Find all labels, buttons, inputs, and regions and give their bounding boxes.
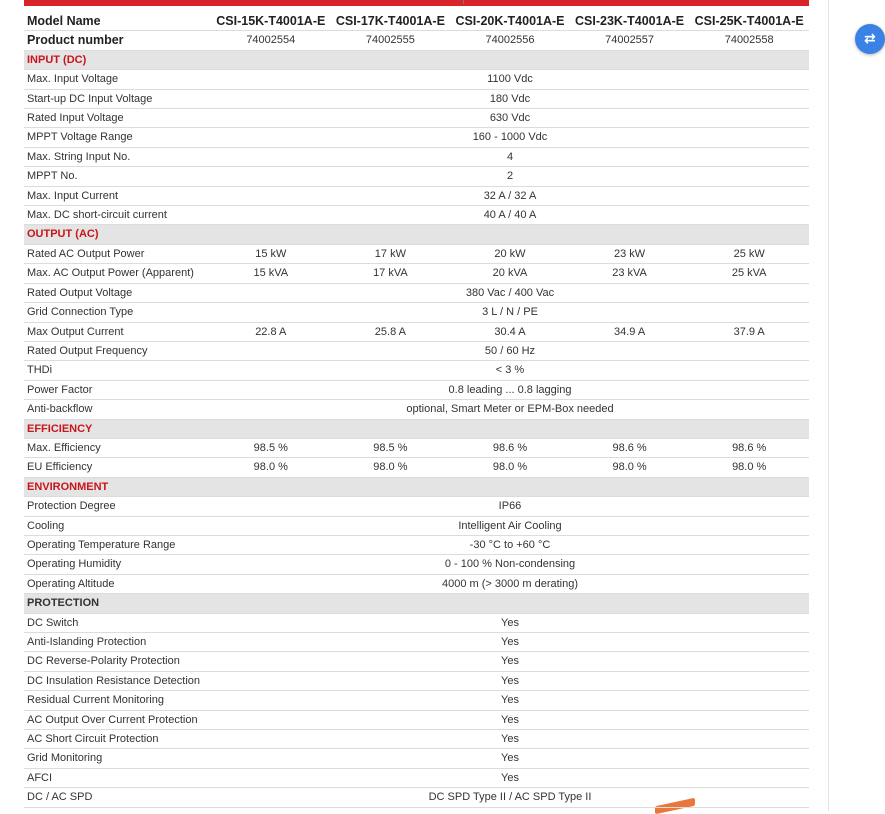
spec-value: 98.6 %	[689, 438, 809, 457]
section-title: PROTECTION	[24, 594, 809, 613]
scroll-marker	[463, 0, 464, 4]
spec-value: 17 kW	[331, 244, 451, 263]
table-row	[24, 167, 809, 186]
table-row	[24, 788, 809, 807]
spec-value: 25 kVA	[689, 264, 809, 283]
spec-label: Rated Input Voltage	[24, 109, 211, 128]
table-row	[24, 652, 809, 671]
spec-value-shared: Yes	[211, 652, 809, 671]
product-number-value: 74002558	[689, 31, 809, 50]
table-row	[24, 497, 809, 516]
model-column-header: CSI-20K-T4001A-E	[450, 12, 570, 31]
spec-label: Operating Temperature Range	[24, 535, 211, 554]
spec-value: 34.9 A	[570, 322, 690, 341]
spec-table	[24, 12, 809, 808]
table-row	[24, 613, 809, 632]
spec-value-shared: Yes	[211, 633, 809, 652]
table-top-accent-bar	[24, 0, 809, 6]
spec-value: 22.8 A	[211, 322, 331, 341]
section-header-row	[24, 50, 809, 69]
spec-label: Anti-Islanding Protection	[24, 633, 211, 652]
spec-value-shared: 0.8 leading ... 0.8 lagging	[211, 380, 809, 399]
spec-value: 20 kVA	[450, 264, 570, 283]
model-column-header: CSI-17K-T4001A-E	[331, 12, 451, 31]
product-number-value: 74002556	[450, 31, 570, 50]
table-row	[24, 89, 809, 108]
spec-value: 17 kVA	[331, 264, 451, 283]
spec-value: 98.5 %	[331, 438, 451, 457]
table-row	[24, 516, 809, 535]
model-column-header: CSI-23K-T4001A-E	[570, 12, 690, 31]
spec-value: 98.0 %	[689, 458, 809, 477]
section-title: ENVIRONMENT	[24, 477, 809, 496]
spec-label: Residual Current Monitoring	[24, 691, 211, 710]
section-title: EFFICIENCY	[24, 419, 809, 438]
model-header-row	[24, 12, 809, 31]
spec-value-shared: 630 Vdc	[211, 109, 809, 128]
spec-value-shared: 380 Vac / 400 Vac	[211, 283, 809, 302]
spec-label: MPPT No.	[24, 167, 211, 186]
table-row	[24, 671, 809, 690]
spec-label: Max. String Input No.	[24, 147, 211, 166]
table-row	[24, 555, 809, 574]
spec-value: 98.0 %	[211, 458, 331, 477]
product-number-row	[24, 31, 809, 50]
spec-label: Max. DC short-circuit current	[24, 206, 211, 225]
section-header-row	[24, 477, 809, 496]
spec-label: Grid Monitoring	[24, 749, 211, 768]
spec-label: DC / AC SPD	[24, 788, 211, 807]
spec-label: Power Factor	[24, 380, 211, 399]
table-row	[24, 633, 809, 652]
product-number-value: 74002554	[211, 31, 331, 50]
spec-value-shared: 2	[211, 167, 809, 186]
spec-table-body	[24, 50, 809, 807]
table-row	[24, 535, 809, 554]
spec-label: THDi	[24, 361, 211, 380]
spec-label: Max. Input Current	[24, 186, 211, 205]
table-row	[24, 749, 809, 768]
spec-value: 98.0 %	[450, 458, 570, 477]
table-row	[24, 264, 809, 283]
spec-value-shared: Yes	[211, 768, 809, 787]
spec-label: MPPT Voltage Range	[24, 128, 211, 147]
table-row	[24, 768, 809, 787]
spec-value-shared: -30 °C to +60 °C	[211, 535, 809, 554]
spec-label: DC Switch	[24, 613, 211, 632]
model-column-header: CSI-25K-T4001A-E	[689, 12, 809, 31]
spec-value-shared: 0 - 100 % Non-condensing	[211, 555, 809, 574]
spec-value: 15 kW	[211, 244, 331, 263]
table-row	[24, 128, 809, 147]
table-row	[24, 70, 809, 89]
spec-value-shared: 160 - 1000 Vdc	[211, 128, 809, 147]
translate-icon[interactable]: ⇄	[855, 24, 885, 54]
table-row	[24, 186, 809, 205]
table-row	[24, 361, 809, 380]
spec-value: 98.5 %	[211, 438, 331, 457]
spec-value-shared: 50 / 60 Hz	[211, 341, 809, 360]
spec-value-shared: 3 L / N / PE	[211, 303, 809, 322]
spec-label: EU Efficiency	[24, 458, 211, 477]
spec-value: 25 kW	[689, 244, 809, 263]
table-row	[24, 458, 809, 477]
spec-value-shared: 4	[211, 147, 809, 166]
spec-label: Protection Degree	[24, 497, 211, 516]
page-edge-divider	[828, 0, 829, 811]
spec-label: Max. Input Voltage	[24, 70, 211, 89]
spec-label: Rated AC Output Power	[24, 244, 211, 263]
spec-label: Max Output Current	[24, 322, 211, 341]
spec-label: Anti-backflow	[24, 400, 211, 419]
spec-label: DC Reverse-Polarity Protection	[24, 652, 211, 671]
spec-value: 98.6 %	[450, 438, 570, 457]
spec-label: Rated Output Voltage	[24, 283, 211, 302]
spec-label: Start-up DC Input Voltage	[24, 89, 211, 108]
spec-value: 25.8 A	[331, 322, 451, 341]
spec-value-shared: 180 Vdc	[211, 89, 809, 108]
spec-value-shared: 4000 m (> 3000 m derating)	[211, 574, 809, 593]
model-column-header: CSI-15K-T4001A-E	[211, 12, 331, 31]
spec-label: Operating Altitude	[24, 574, 211, 593]
spec-value-shared: Intelligent Air Cooling	[211, 516, 809, 535]
spec-value: 23 kW	[570, 244, 690, 263]
spec-value-shared: Yes	[211, 730, 809, 749]
spec-value-shared: 40 A / 40 A	[211, 206, 809, 225]
table-row	[24, 438, 809, 457]
spec-value-shared: < 3 %	[211, 361, 809, 380]
spec-label: AC Short Circuit Protection	[24, 730, 211, 749]
section-title: INPUT (DC)	[24, 50, 809, 69]
model-name-label: Model Name	[24, 12, 211, 31]
spec-value-shared: Yes	[211, 671, 809, 690]
spec-value-shared: Yes	[211, 613, 809, 632]
section-header-row	[24, 594, 809, 613]
table-row	[24, 322, 809, 341]
table-row	[24, 341, 809, 360]
table-row	[24, 710, 809, 729]
spec-label: Cooling	[24, 516, 211, 535]
spec-value-shared: 32 A / 32 A	[211, 186, 809, 205]
product-number-value: 74002555	[331, 31, 451, 50]
spec-value-shared: Yes	[211, 710, 809, 729]
spec-value-shared: DC SPD Type II / AC SPD Type II	[211, 788, 809, 807]
spec-value: 98.0 %	[331, 458, 451, 477]
table-row	[24, 206, 809, 225]
table-row	[24, 109, 809, 128]
spec-value: 30.4 A	[450, 322, 570, 341]
section-header-row	[24, 419, 809, 438]
spec-label: Operating Humidity	[24, 555, 211, 574]
section-title: OUTPUT (AC)	[24, 225, 809, 244]
table-row	[24, 691, 809, 710]
spec-label: DC Insulation Resistance Detection	[24, 671, 211, 690]
spec-value: 37.9 A	[689, 322, 809, 341]
table-row	[24, 730, 809, 749]
spec-value-shared: Yes	[211, 749, 809, 768]
table-row	[24, 400, 809, 419]
spec-value: 20 kW	[450, 244, 570, 263]
table-row	[24, 147, 809, 166]
spec-value: 23 kVA	[570, 264, 690, 283]
section-header-row	[24, 225, 809, 244]
table-row	[24, 244, 809, 263]
spec-value-shared: optional, Smart Meter or EPM-Box needed	[211, 400, 809, 419]
spec-label: Rated Output Frequency	[24, 341, 211, 360]
spec-label: AC Output Over Current Protection	[24, 710, 211, 729]
spec-value-shared: Yes	[211, 691, 809, 710]
spec-value-shared: 1100 Vdc	[211, 70, 809, 89]
spec-label: Max. Efficiency	[24, 438, 211, 457]
spec-label: AFCI	[24, 768, 211, 787]
spec-value-shared: IP66	[211, 497, 809, 516]
spec-value: 98.0 %	[570, 458, 690, 477]
table-row	[24, 380, 809, 399]
product-number-value: 74002557	[570, 31, 690, 50]
spec-label: Max. AC Output Power (Apparent)	[24, 264, 211, 283]
table-row	[24, 283, 809, 302]
product-number-label: Product number	[24, 31, 211, 50]
table-row	[24, 574, 809, 593]
spec-label: Grid Connection Type	[24, 303, 211, 322]
table-row	[24, 303, 809, 322]
spec-value: 98.6 %	[570, 438, 690, 457]
spec-value: 15 kVA	[211, 264, 331, 283]
